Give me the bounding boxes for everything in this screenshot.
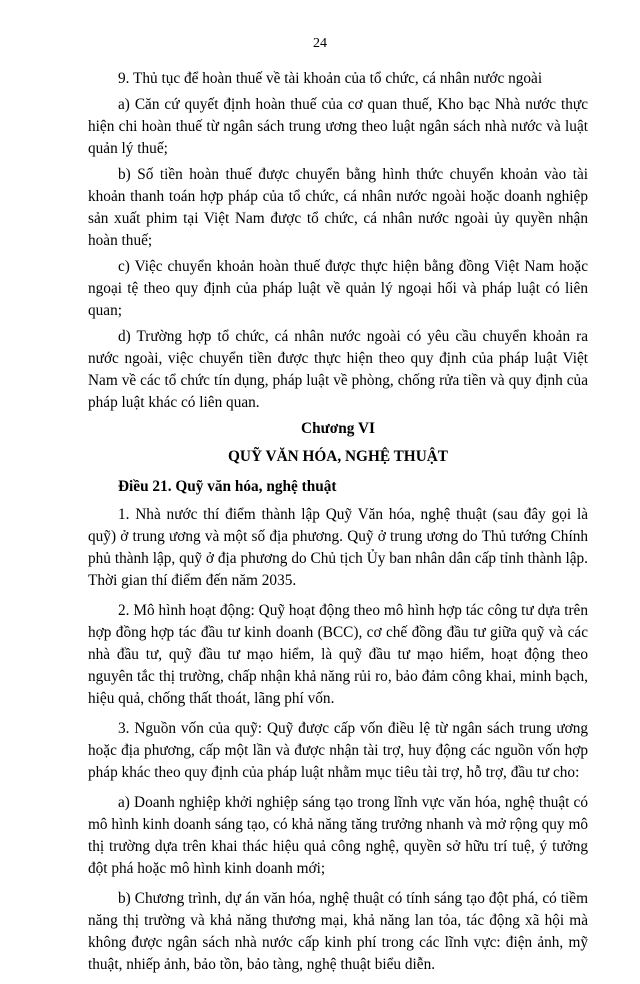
section-9-item-d: d) Trường hợp tổ chức, cá nhân nước ngoài có yêu cầu chuyển khoản ra nước ngoài, việc chuyển tiền được thực hiện theo quy định của pháp luật Việt Nam về các tổ chức tín dụng, pháp luật về phòng, chống rửa tiền và quy định của pháp luật khác có liên quan. — [88, 328, 588, 411]
article-clause-3-item-b: b) Chương trình, dự án văn hóa, nghệ thuật có tính sáng tạo đột phá, có tiềm năng thị trường và khả năng thương mại, khả năng lan tỏa, tác động xã hội mà không được ngân sách nhà nước cấp kinh phí trong các lĩnh vực: điện ảnh, mỹ thuật, nhiếp ảnh, bảo tồn, bảo tàng, nghệ thuật biểu diễn. — [88, 890, 588, 973]
section-9-item-c: c) Việc chuyển khoản hoàn thuế được thực hiện bằng đồng Việt Nam hoặc ngoại tệ theo quy định của pháp luật về quản lý ngoại hối và pháp luật có liên quan; — [88, 258, 588, 319]
page-body — [88, 68, 588, 984]
section-9-title: 9. Thủ tục để hoàn thuế về tài khoản của tổ chức, cá nhân nước ngoài — [118, 70, 543, 87]
section-9-item-b: b) Số tiền hoàn thuế được chuyển bằng hình thức chuyển khoản vào tài khoản thanh toán hợp pháp của tổ chức, cá nhân nước ngoài hoặc doanh nghiệp sản xuất phim tại Việt Nam được tổ chức, cá nhân nước ngoài ủy quyền nhận hoàn thuế; — [88, 166, 588, 249]
page-number: 24 — [313, 36, 327, 51]
article-clause-1: 1. Nhà nước thí điểm thành lập Quỹ Văn hóa, nghệ thuật (sau đây gọi là quỹ) ở trung ương và một số địa phương. Quỹ ở trung ương do Thủ tướng Chính phủ thành lập, quỹ ở địa phương do Chủ tịch Ủy ban nhân dân cấp tỉnh thành lập. Thời gian thí điểm đến năm 2035. — [88, 506, 588, 589]
chapter-heading: Chương VI — [301, 420, 375, 437]
article-heading: Điều 21. Quỹ văn hóa, nghệ thuật — [118, 478, 337, 495]
article-clause-3: 3. Nguồn vốn của quỹ: Quỹ được cấp vốn điều lệ từ ngân sách trung ương hoặc địa phương, cấp một lần và được nhận tài trợ, huy động các nguồn vốn hợp pháp khác theo quy định của pháp luật nhằm mục tiêu tài trợ, hỗ trợ, đầu tư cho: — [88, 720, 588, 781]
article-clause-2: 2. Mô hình hoạt động: Quỹ hoạt động theo mô hình hợp tác công tư dựa trên hợp đồng hợp tác đầu tư kinh doanh (BCC), cơ chế đồng đầu tư giữa quỹ và các nhà đầu tư, quỹ đầu tư mạo hiểm, là quỹ đầu tư mạo hiểm, hoạt động theo nguyên tắc thị trường, chấp nhận khả năng rủi ro, bảo đảm công khai, minh bạch, hiệu quả, chống thất thoát, lãng phí vốn. — [88, 602, 588, 707]
article-clause-3-item-a: a) Doanh nghiệp khởi nghiệp sáng tạo trong lĩnh vực văn hóa, nghệ thuật có mô hình kinh doanh sáng tạo, có khả năng tăng trưởng nhanh và mở rộng quy mô thị trường dựa trên khai thác hiệu quả công nghệ, quyền sở hữu trí tuệ, ý tưởng đột phá hoặc mô hình kinh doanh mới; — [88, 794, 588, 877]
section-9-item-a: a) Căn cứ quyết định hoàn thuế của cơ quan thuế, Kho bạc Nhà nước thực hiện chi hoàn thuế từ ngân sách trung ương theo luật ngân sách nhà nước và luật quản lý thuế; — [88, 96, 588, 157]
chapter-title: QUỸ VĂN HÓA, NGHỆ THUẬT — [228, 448, 448, 465]
